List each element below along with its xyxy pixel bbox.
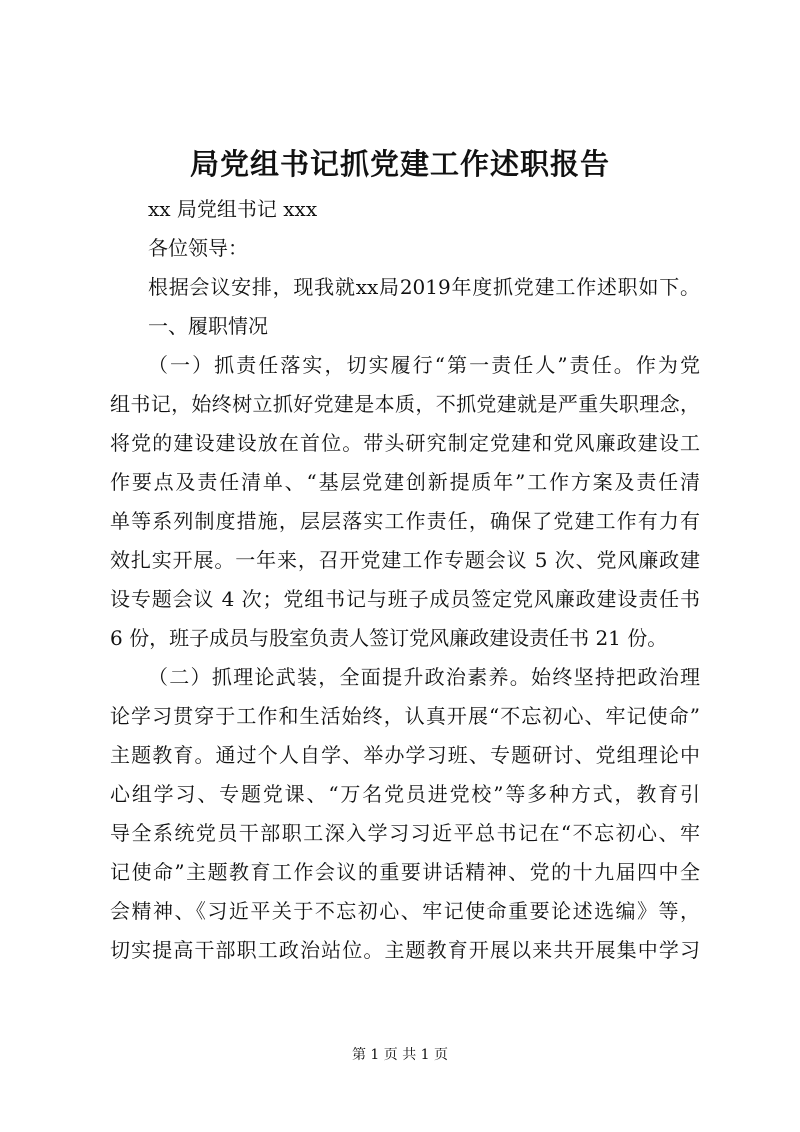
- paragraph-line: 单等系列制度措施，层层落实工作责任，确保了党建工作有力有: [110, 509, 700, 533]
- document-title: 局党组书记抓党建工作述职报告: [189, 147, 610, 181]
- paragraph-2: [110, 658, 700, 970]
- paragraph-line: 主题教育。通过个人自学、举办学习班、专题研讨、党组理论中: [110, 743, 700, 767]
- document-body: [110, 190, 700, 970]
- paragraph-line: 记使命”主题教育工作会议的重要讲话精神、党的十九届四中全: [110, 860, 700, 884]
- paragraph-line: 心组学习、专题党课、“万名党员进党校”等多种方式，教育引: [110, 782, 700, 806]
- page-footer: 第 1 页 共 1 页: [351, 1047, 449, 1063]
- paragraph-line: （二）抓理论武装，全面提升政治素养。始终坚持把政治理: [148, 665, 700, 689]
- paragraph-line: 组书记，始终树立抓好党建是本质，不抓党建就是严重失职理念，: [110, 392, 700, 416]
- paragraph-line: 6 份，班子成员与股室负责人签订党风廉政建设责任书 21 份。: [110, 626, 668, 650]
- paragraph-line: 将党的建设建设放在首位。带头研究制定党建和党风廉政建设工: [110, 431, 700, 455]
- paragraph-line: 效扎实开展。一年来，召开党建工作专题会议 5 次、党风廉政建: [110, 548, 700, 572]
- author-line: xx 局党组书记 xxx: [148, 197, 318, 221]
- paragraph-line: 作要点及责任清单、“基层党建创新提质年”工作方案及责任清: [110, 470, 700, 494]
- paragraph-line: 导全系统党员干部职工深入学习习近平总书记在“不忘初心、牢: [110, 821, 700, 845]
- paragraph-line: 论学习贯穿于工作和生活始终，认真开展“不忘初心、牢记使命”: [110, 704, 700, 728]
- paragraph-line: 设专题会议 4 次；党组书记与班子成员签定党风廉政建设责任书: [110, 587, 700, 611]
- salutation: 各位领导：: [148, 236, 248, 260]
- paragraph-line: 切实提高干部职工政治站位。主题教育开展以来共开展集中学习: [110, 938, 700, 962]
- paragraph-line: 会精神、《习近平关于不忘初心、牢记使命重要论述选编》等，: [110, 899, 700, 923]
- section-heading: 一、履职情况: [148, 314, 268, 338]
- paragraph-1: [110, 346, 700, 658]
- paragraph-line: （一）抓责任落实，切实履行“第一责任人”责任。作为党: [148, 353, 700, 377]
- intro-paragraph: 根据会议安排，现我就xx局2019年度抓党建工作述职如下。: [148, 275, 700, 299]
